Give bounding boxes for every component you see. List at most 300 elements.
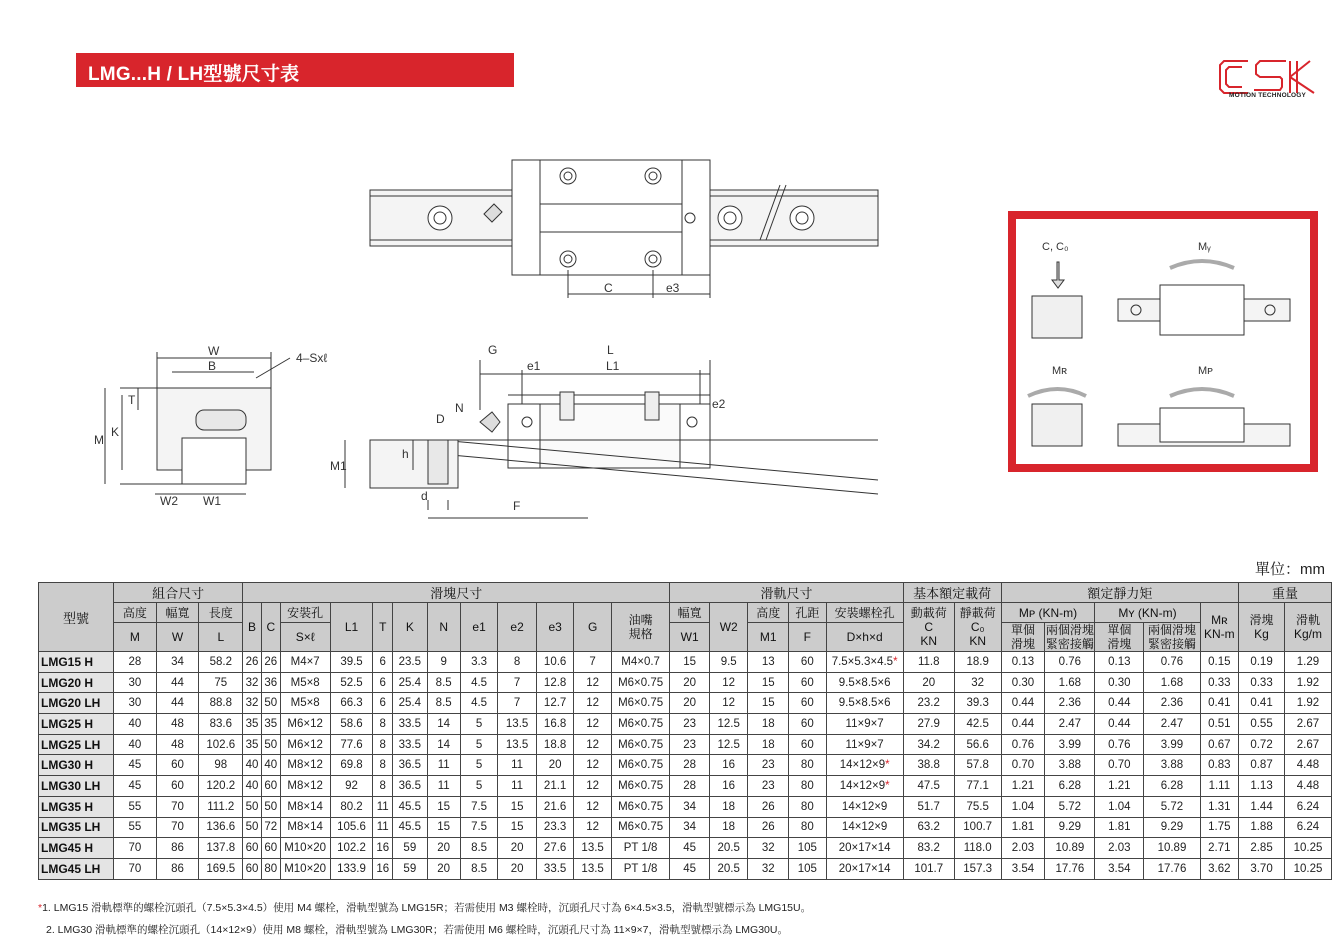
value-cell: 0.41	[1239, 693, 1285, 714]
value-cell: 13.5	[498, 714, 537, 735]
value-cell: 0.83	[1200, 755, 1239, 776]
header-l1: L1	[330, 603, 373, 652]
value-cell: 5.72	[1045, 796, 1095, 817]
value-cell: 58.2	[199, 652, 243, 673]
value-cell: M5×8	[280, 672, 330, 693]
footnotes	[38, 897, 811, 941]
value-cell: 23	[748, 776, 789, 797]
value-cell: 36.5	[393, 755, 427, 776]
value-cell: 30	[114, 693, 157, 714]
value-cell: 17.76	[1144, 858, 1200, 879]
value-cell: 0.33	[1200, 672, 1239, 693]
value-cell: 50	[261, 693, 280, 714]
value-cell: 15	[748, 672, 789, 693]
value-cell: 12.8	[536, 672, 574, 693]
value-cell: 11	[498, 776, 537, 797]
value-cell: 33.5	[393, 734, 427, 755]
value-cell: 60	[789, 672, 827, 693]
value-cell: 2.47	[1144, 714, 1200, 735]
spec-table-body	[39, 652, 1332, 880]
value-cell: 14×12×9	[826, 817, 903, 838]
value-cell: 6.24	[1284, 817, 1331, 838]
header-rail-weight: 滑軌 Kg/m	[1284, 603, 1331, 652]
table-row	[39, 714, 1332, 735]
value-cell: 0.70	[1095, 755, 1144, 776]
value-cell: 16	[709, 776, 748, 797]
value-cell: 11	[373, 796, 393, 817]
value-cell: 25.4	[393, 693, 427, 714]
value-cell: 1.92	[1284, 672, 1331, 693]
value-cell: 16	[373, 838, 393, 859]
value-cell: 80	[789, 796, 827, 817]
value-cell: M6×0.75	[611, 693, 669, 714]
footnote-mark: *	[885, 759, 890, 772]
value-cell: 50	[243, 817, 262, 838]
value-cell: 105	[789, 838, 827, 859]
value-cell: 10.89	[1045, 838, 1095, 859]
bolt-hole-value: 14×12×9	[839, 779, 886, 792]
value-cell: 10.25	[1284, 838, 1331, 859]
dim-label-b: B	[208, 359, 217, 373]
value-cell: 2.85	[1239, 838, 1285, 859]
value-cell: 14	[427, 734, 460, 755]
value-cell: 70	[156, 796, 199, 817]
dim-label-f: F	[513, 499, 521, 513]
header-mr: Mʀ KN-m	[1200, 603, 1239, 652]
value-cell: 60	[789, 652, 827, 673]
value-cell: M8×12	[280, 755, 330, 776]
footnote-2: 2. LMG30 滑軌標準的螺栓沉頭孔（14×12×9）使用 M8 螺栓，滑軌型號為 LMG30R；若需使用 M6 螺栓時，沉頭孔尺寸為 11×9×7，滑軌型號標示為 LMG30U。	[46, 924, 788, 936]
value-cell: 0.30	[1095, 672, 1144, 693]
value-cell: 18	[709, 796, 748, 817]
value-cell: 11.8	[903, 652, 954, 673]
value-cell: 2.36	[1144, 693, 1200, 714]
value-cell: 34.2	[903, 734, 954, 755]
value-cell: 8.5	[460, 838, 498, 859]
header-n: N	[427, 603, 460, 652]
value-cell: 0.87	[1239, 755, 1285, 776]
top-view-drawing	[370, 160, 878, 298]
value-cell: 101.7	[903, 858, 954, 879]
value-cell: 169.5	[199, 858, 243, 879]
value-cell: 69.8	[330, 755, 373, 776]
value-cell: 45.5	[393, 817, 427, 838]
dim-label-d-lower: d	[421, 489, 428, 503]
value-cell: 60	[243, 858, 262, 879]
value-cell: 80	[789, 817, 827, 838]
value-cell: 12	[709, 672, 748, 693]
value-cell: 1.04	[1095, 796, 1144, 817]
dim-label-d-upper: D	[436, 412, 445, 426]
value-cell: 0.13	[1095, 652, 1144, 673]
table-row	[39, 652, 1332, 673]
value-cell: PT 1/8	[611, 858, 669, 879]
value-cell: 11	[427, 755, 460, 776]
value-cell: 1.88	[1239, 817, 1285, 838]
dim-label-g: G	[488, 343, 498, 357]
value-cell: 120.2	[199, 776, 243, 797]
header-weight: 重量	[1239, 583, 1332, 603]
value-cell: 48	[156, 734, 199, 755]
value-cell: 34	[156, 652, 199, 673]
value-cell: 36.5	[393, 776, 427, 797]
value-cell: 3.88	[1144, 755, 1200, 776]
dim-label-m1: M1	[330, 459, 347, 473]
value-cell: 1.81	[1095, 817, 1144, 838]
dim-label-t: T	[128, 393, 136, 407]
value-cell: 102.2	[330, 838, 373, 859]
value-cell: 9.29	[1045, 817, 1095, 838]
bolt-hole-value: 14×12×9	[839, 759, 886, 772]
value-cell: 40	[243, 755, 262, 776]
value-cell: 40	[261, 755, 280, 776]
value-cell: 10.6	[536, 652, 574, 673]
value-cell: 6.28	[1144, 776, 1200, 797]
value-cell: 0.33	[1239, 672, 1285, 693]
value-cell: M5×8	[280, 693, 330, 714]
value-cell: 12	[574, 817, 612, 838]
value-cell: 28	[670, 755, 710, 776]
dim-label-e1: e1	[527, 359, 541, 373]
value-cell: 17.76	[1045, 858, 1095, 879]
model-cell: LMG45 H	[39, 838, 114, 859]
value-cell: 8.5	[427, 672, 460, 693]
value-cell: 86	[156, 858, 199, 879]
value-cell: M4×0.7	[611, 652, 669, 673]
value-cell: 38.8	[903, 755, 954, 776]
value-cell: 0.41	[1200, 693, 1239, 714]
value-cell: 11	[498, 755, 537, 776]
header-rail-width: 幅寬	[670, 603, 710, 623]
header-dynamic: 動載荷 C KN	[903, 603, 954, 652]
value-cell: 8	[373, 755, 393, 776]
value-cell: 1.21	[1001, 776, 1045, 797]
value-cell: 26	[748, 817, 789, 838]
model-cell: LMG15 H	[39, 652, 114, 673]
value-cell: 20	[427, 838, 460, 859]
value-cell: 60	[261, 776, 280, 797]
value-cell: 32	[243, 693, 262, 714]
table-row	[39, 755, 1332, 776]
value-cell: 36	[261, 672, 280, 693]
value-cell: 9.5×8.5×6	[826, 672, 903, 693]
table-row	[39, 776, 1332, 797]
header-rail-bolt: 安裝螺栓孔	[826, 603, 903, 623]
value-cell: 13.5	[574, 858, 612, 879]
dim-label-e3: e3	[666, 281, 680, 295]
unit-label: 單位：mm	[1255, 561, 1325, 578]
value-cell: 7.5	[460, 817, 498, 838]
value-cell: 8	[373, 714, 393, 735]
value-cell: 8	[373, 734, 393, 755]
value-cell: 0.19	[1239, 652, 1285, 673]
value-cell: M6×12	[280, 714, 330, 735]
dim-label-l: L	[607, 343, 614, 357]
value-cell: 40	[243, 776, 262, 797]
value-cell: 80	[789, 755, 827, 776]
value-cell: 0.76	[1045, 652, 1095, 673]
value-cell: 10.25	[1284, 858, 1331, 879]
header-my-single: 單個 滑塊	[1095, 623, 1144, 652]
value-cell: 0.30	[1001, 672, 1045, 693]
value-cell: 23.2	[903, 693, 954, 714]
value-cell: 18	[709, 817, 748, 838]
value-cell: 75	[199, 672, 243, 693]
value-cell: 0.44	[1095, 693, 1144, 714]
value-cell: 0.51	[1200, 714, 1239, 735]
value-cell: 15	[498, 796, 537, 817]
header-m1: M1	[748, 623, 789, 652]
header-block-weight: 滑塊 Kg	[1239, 603, 1285, 652]
value-cell: 21.6	[536, 796, 574, 817]
value-cell: 35	[243, 714, 262, 735]
moment-label-mp: Mᴘ	[1198, 365, 1213, 377]
value-cell: 5	[460, 734, 498, 755]
value-cell: 9.5×8.5×6	[826, 693, 903, 714]
value-cell: 32	[243, 672, 262, 693]
header-g: G	[574, 603, 612, 652]
value-cell: 23.3	[536, 817, 574, 838]
value-cell: 60	[261, 838, 280, 859]
value-cell: 39.3	[954, 693, 1001, 714]
value-cell: 133.9	[330, 858, 373, 879]
value-cell: 2.47	[1045, 714, 1095, 735]
table-row	[39, 734, 1332, 755]
value-cell: 3.70	[1239, 858, 1285, 879]
value-cell: 11	[373, 817, 393, 838]
value-cell: 26	[261, 652, 280, 673]
value-cell: 98	[199, 755, 243, 776]
value-cell: 16.8	[536, 714, 574, 735]
table-row	[39, 858, 1332, 879]
value-cell: 26	[748, 796, 789, 817]
dim-label-m: M	[94, 433, 104, 447]
header-f: F	[789, 623, 827, 652]
value-cell: 52.5	[330, 672, 373, 693]
value-cell: 28	[670, 776, 710, 797]
value-cell: 20	[498, 838, 537, 859]
value-cell: 0.13	[1001, 652, 1045, 673]
value-cell: 14	[427, 714, 460, 735]
value-cell: 20.5	[709, 838, 748, 859]
value-cell: 15	[498, 817, 537, 838]
value-cell: 9.29	[1144, 817, 1200, 838]
value-cell: 70	[114, 858, 157, 879]
value-cell: 28	[114, 652, 157, 673]
value-cell: 2.67	[1284, 714, 1331, 735]
header-sxl: S×ℓ	[280, 623, 330, 652]
value-cell: M4×7	[280, 652, 330, 673]
value-cell: 60	[243, 838, 262, 859]
footnote-1: *1. LMG15 滑軌標準的螺栓沉頭孔（7.5×5.3×4.5）使用 M4 螺栓，滑軌型號為 LMG15R；若需使用 M3 螺栓時，沉頭孔尺寸為 6×4.5×3.5，滑軌型號標示為 LMG15U。	[38, 902, 812, 914]
value-cell: 16	[709, 755, 748, 776]
value-cell: 0.76	[1001, 734, 1045, 755]
value-cell: 18	[748, 734, 789, 755]
value-cell: 118.0	[954, 838, 1001, 859]
value-cell: 80	[261, 858, 280, 879]
value-cell: 12	[574, 714, 612, 735]
value-cell: 1.29	[1284, 652, 1331, 673]
value-cell: 56.6	[954, 734, 1001, 755]
value-cell: 100.7	[954, 817, 1001, 838]
header-e1: e1	[460, 603, 498, 652]
table-row	[39, 796, 1332, 817]
value-cell: 5	[460, 755, 498, 776]
value-cell: 27.6	[536, 838, 574, 859]
value-cell: M6×0.75	[611, 714, 669, 735]
table-row	[39, 672, 1332, 693]
value-cell: 11×9×7	[826, 714, 903, 735]
value-cell: 80	[789, 776, 827, 797]
value-cell: 35	[243, 734, 262, 755]
value-cell: 3.88	[1045, 755, 1095, 776]
header-mp-single: 單個 滑塊	[1001, 623, 1045, 652]
table-row	[39, 838, 1332, 859]
value-cell: 1.11	[1200, 776, 1239, 797]
value-cell: 4.48	[1284, 755, 1331, 776]
value-cell: 16	[373, 858, 393, 879]
moment-label-my: Mᵧ	[1198, 241, 1211, 253]
header-e3: e3	[536, 603, 574, 652]
dim-label-w2: W2	[160, 494, 178, 508]
footnote-mark: *	[885, 779, 890, 792]
value-cell: 60	[789, 734, 827, 755]
value-cell: 2.36	[1045, 693, 1095, 714]
value-cell: 23.5	[393, 652, 427, 673]
value-cell: 88.8	[199, 693, 243, 714]
value-cell: 35	[261, 714, 280, 735]
header-load: 基本額定載荷	[903, 583, 1001, 603]
header-t: T	[373, 603, 393, 652]
header-model: 型號	[39, 583, 114, 652]
model-cell: LMG20 H	[39, 672, 114, 693]
value-cell: 136.6	[199, 817, 243, 838]
header-assembly: 組合尺寸	[114, 583, 243, 603]
value-cell: 32	[954, 672, 1001, 693]
value-cell: 12	[574, 776, 612, 797]
model-cell: LMG25 H	[39, 714, 114, 735]
value-cell: 12.5	[709, 714, 748, 735]
value-cell: 3.54	[1095, 858, 1144, 879]
value-cell: 105	[789, 858, 827, 879]
value-cell	[826, 652, 903, 673]
model-cell: LMG30 H	[39, 755, 114, 776]
value-cell: 45	[670, 858, 710, 879]
value-cell: M6×0.75	[611, 755, 669, 776]
value-cell: 2.03	[1001, 838, 1045, 859]
value-cell: 8	[373, 776, 393, 797]
value-cell: 77.1	[954, 776, 1001, 797]
value-cell: 137.8	[199, 838, 243, 859]
value-cell: M6×0.75	[611, 796, 669, 817]
front-view-drawing	[105, 352, 290, 494]
value-cell: M10×20	[280, 838, 330, 859]
value-cell: 57.8	[954, 755, 1001, 776]
value-cell: 0.76	[1144, 652, 1200, 673]
value-cell: 13.5	[498, 734, 537, 755]
value-cell: 9.5	[709, 652, 748, 673]
value-cell: 3.62	[1200, 858, 1239, 879]
value-cell: 18.8	[536, 734, 574, 755]
value-cell: 23	[670, 714, 710, 735]
header-pitch: 孔距	[789, 603, 827, 623]
value-cell: 14×12×9	[826, 796, 903, 817]
value-cell: 1.31	[1200, 796, 1239, 817]
page-title: LMG...H / LH型號尺寸表	[88, 64, 300, 85]
value-cell: 1.44	[1239, 796, 1285, 817]
moment-label-mr: Mʀ	[1052, 365, 1068, 377]
header-mp: Mᴘ (KN-m)	[1001, 603, 1095, 623]
value-cell: 3.3	[460, 652, 498, 673]
value-cell: 21.1	[536, 776, 574, 797]
model-cell: LMG25 LH	[39, 734, 114, 755]
value-cell: 50	[261, 734, 280, 755]
value-cell: 1.92	[1284, 693, 1331, 714]
header-moment: 額定靜力矩	[1001, 583, 1238, 603]
brand-tagline: MOTION TECHNOLOGY	[1229, 92, 1307, 99]
value-cell: 5	[460, 714, 498, 735]
value-cell: 157.3	[954, 858, 1001, 879]
value-cell: 2.71	[1200, 838, 1239, 859]
value-cell: 1.75	[1200, 817, 1239, 838]
value-cell: 2.67	[1284, 734, 1331, 755]
value-cell: M6×12	[280, 734, 330, 755]
value-cell: 15	[670, 652, 710, 673]
value-cell: 7	[498, 672, 537, 693]
value-cell: 75.5	[954, 796, 1001, 817]
value-cell: 47.5	[903, 776, 954, 797]
model-cell: LMG35 LH	[39, 817, 114, 838]
value-cell: 0.70	[1001, 755, 1045, 776]
value-cell: 0.44	[1095, 714, 1144, 735]
header-my-double: 兩個滑塊 緊密接觸	[1144, 623, 1200, 652]
value-cell: 72	[261, 817, 280, 838]
header-k: K	[393, 603, 427, 652]
value-cell: 30	[114, 672, 157, 693]
value-cell: 20	[903, 672, 954, 693]
value-cell: 45	[670, 838, 710, 859]
value-cell	[826, 755, 903, 776]
value-cell: 44	[156, 672, 199, 693]
value-cell: 8	[498, 652, 537, 673]
header-w: W	[156, 623, 199, 652]
value-cell: 33.5	[393, 714, 427, 735]
value-cell: 25.4	[393, 672, 427, 693]
value-cell: 10.89	[1144, 838, 1200, 859]
value-cell: M6×0.75	[611, 672, 669, 693]
value-cell: 0.44	[1001, 693, 1045, 714]
value-cell: 23	[670, 734, 710, 755]
header-block: 滑塊尺寸	[243, 583, 670, 603]
dim-label-k: K	[111, 425, 120, 439]
value-cell: 102.6	[199, 734, 243, 755]
value-cell: 58.6	[330, 714, 373, 735]
value-cell: M8×12	[280, 776, 330, 797]
value-cell: 60	[156, 776, 199, 797]
value-cell: 59	[393, 858, 427, 879]
value-cell: PT 1/8	[611, 838, 669, 859]
value-cell: 13	[748, 652, 789, 673]
value-cell: 26	[243, 652, 262, 673]
value-cell: 33.5	[536, 858, 574, 879]
value-cell: 15	[427, 817, 460, 838]
value-cell: 3.54	[1001, 858, 1045, 879]
value-cell: 15	[748, 693, 789, 714]
dim-label-n: N	[455, 401, 464, 415]
value-cell: 20.5	[709, 858, 748, 879]
value-cell: 51.7	[903, 796, 954, 817]
header-b: B	[243, 603, 262, 652]
